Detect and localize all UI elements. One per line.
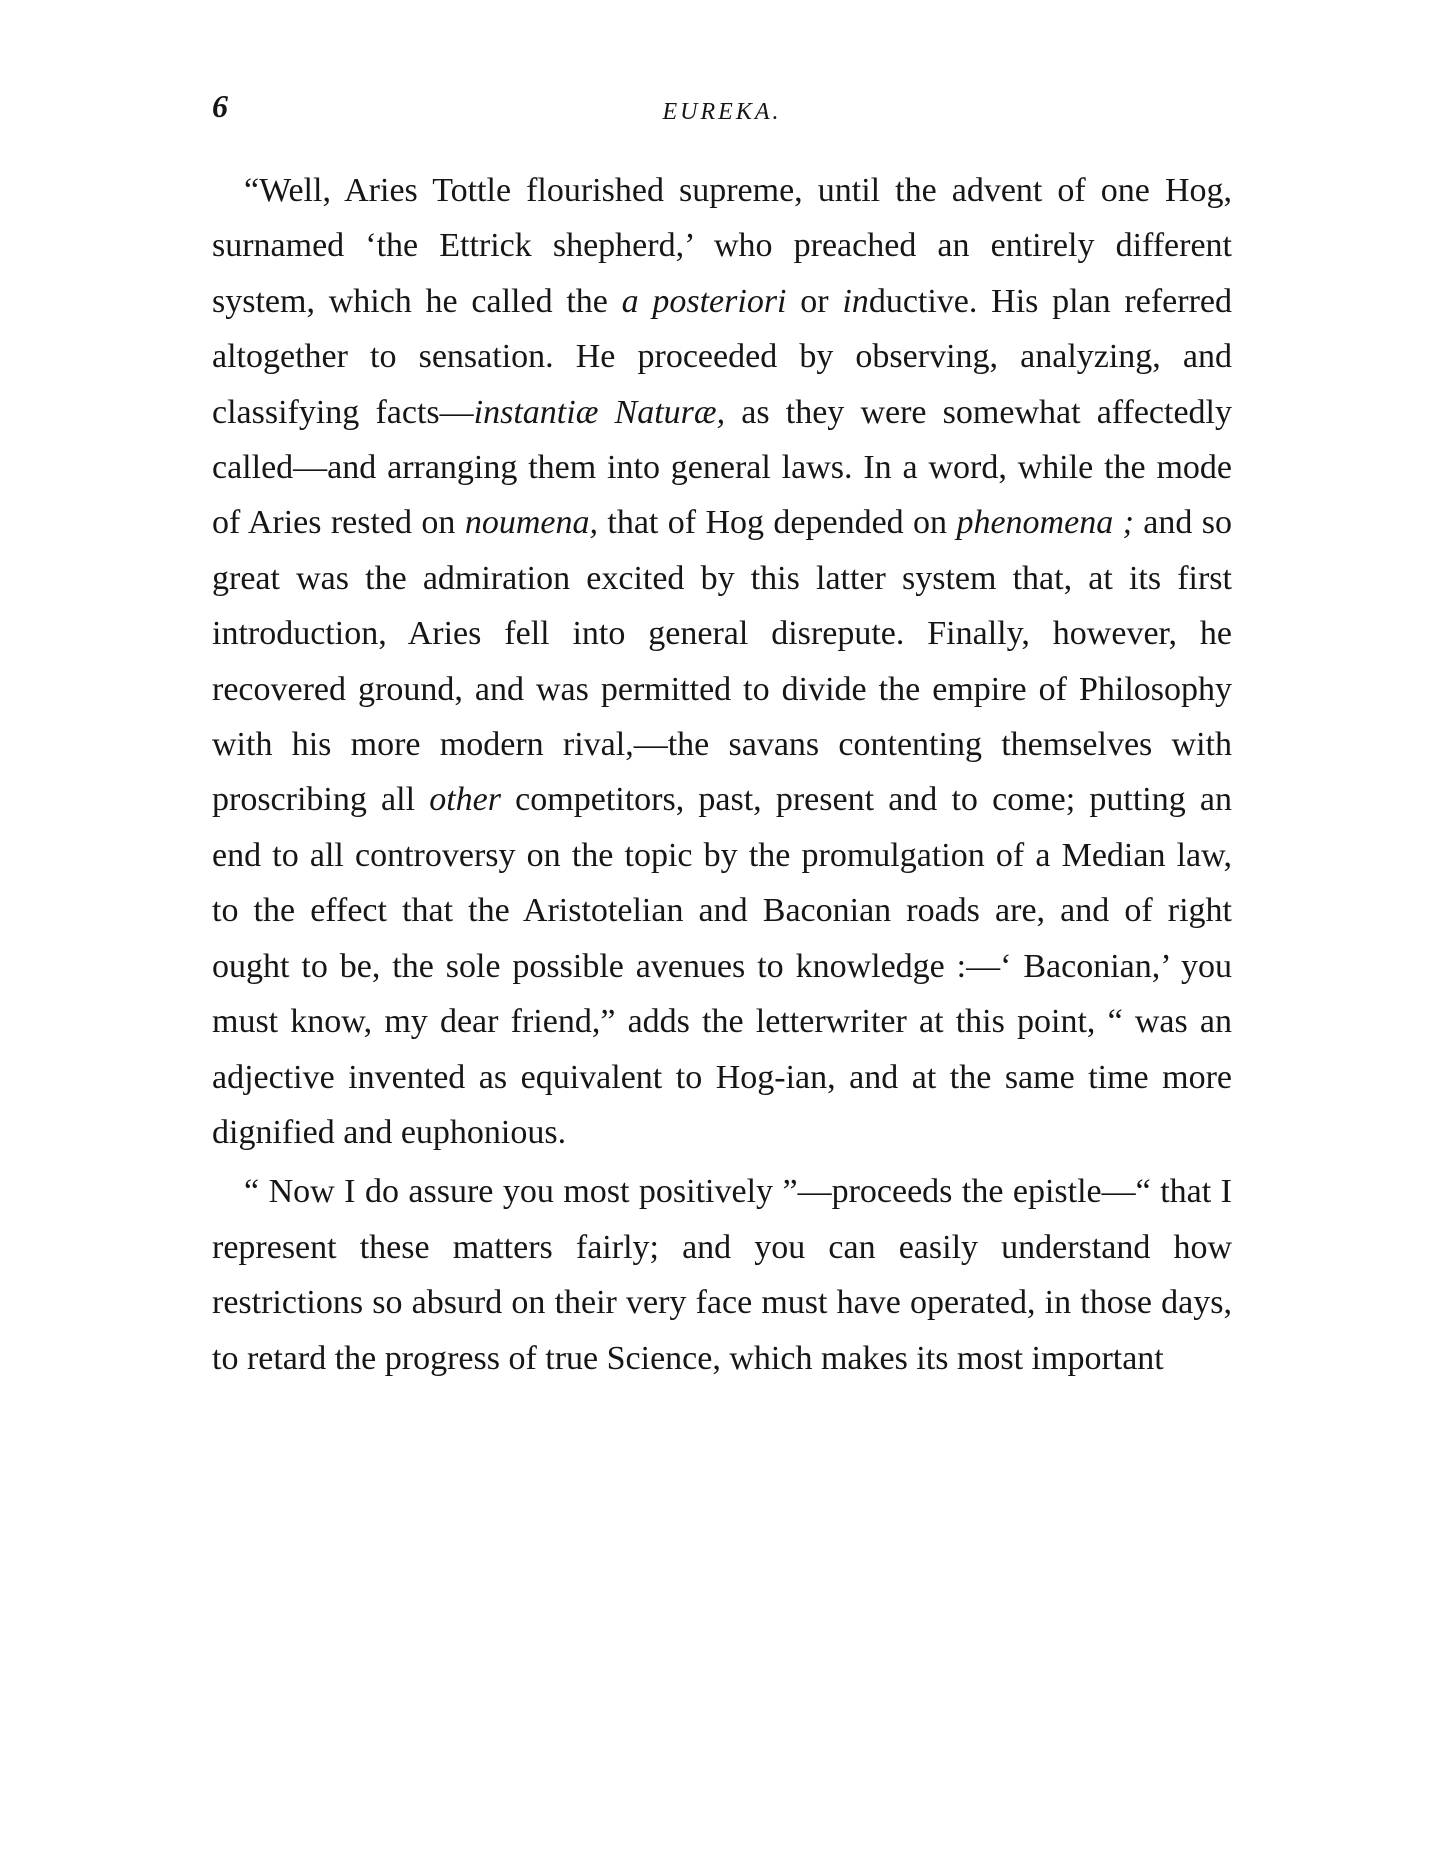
italic-in: in	[842, 282, 869, 320]
paragraph-1-text: and so great was the admiration excited by this latter system that, at its first introduction, Aries fell into general disrepute. Finally, however, he recovered ground, and was permitted to divide the empire of Philosophy with his more modern rival,—the savans contenting themselves with proscribing all	[212, 504, 1233, 819]
running-title: EUREKA.	[662, 99, 782, 125]
paragraph-1-text: that of Hog depended on	[597, 504, 957, 542]
italic-a-posteriori: a posteriori	[621, 282, 787, 320]
italic-other: other	[429, 781, 501, 819]
paragraph-1-text: “Well, Aries Tottle flourished supreme, until the advent of one Hog, surnamed ‘the Ettrick shepherd,’ who preached an entirely different system, which he called the	[212, 172, 1232, 320]
italic-phenomena: phenomena ;	[956, 504, 1134, 542]
italic-noumena: noumena,	[464, 504, 598, 542]
italic-instantiae-naturae: instantiæ Naturæ,	[473, 393, 726, 431]
paragraph-2-text: “ Now I do assure you most positively ”—proceeds the epistle—“ that I represent these matters fairly; and you can easily understand how restrictions so absurd on their very face must have operated, in those days, to retard the progress of true Science, which makes its most important	[212, 1173, 1232, 1377]
paragraph-1	[212, 163, 1232, 1160]
paragraph-2	[212, 1164, 1232, 1386]
body-text	[212, 163, 1232, 1386]
paragraph-1-text: as they were somewhat affectedly called—and arranging them into general laws. In a word, while the mode of Aries rested on	[212, 393, 1232, 542]
running-head	[212, 90, 1232, 130]
paragraph-1-text: or	[786, 282, 843, 320]
page-number: 6	[212, 88, 228, 124]
paragraph-1-text: ductive. His plan referred altogether to sensation. He proceeded by observing, analyzing, and classifying facts—	[212, 282, 1232, 431]
paragraph-1-text: competitors, past, present and to come; putting an end to all controversy on the topic by the promulgation of a Median law, to the effect that the Aristotelian and Baconian roads are, and of right ought to be, the sole possible avenues to knowledge :—‘ Baconian,’ you must know, my dear friend,” adds the letterwriter at this point, “ was an adjective invented as equivalent to Hog-ian, and at the same time more dignified and euphonious.	[212, 781, 1232, 1151]
